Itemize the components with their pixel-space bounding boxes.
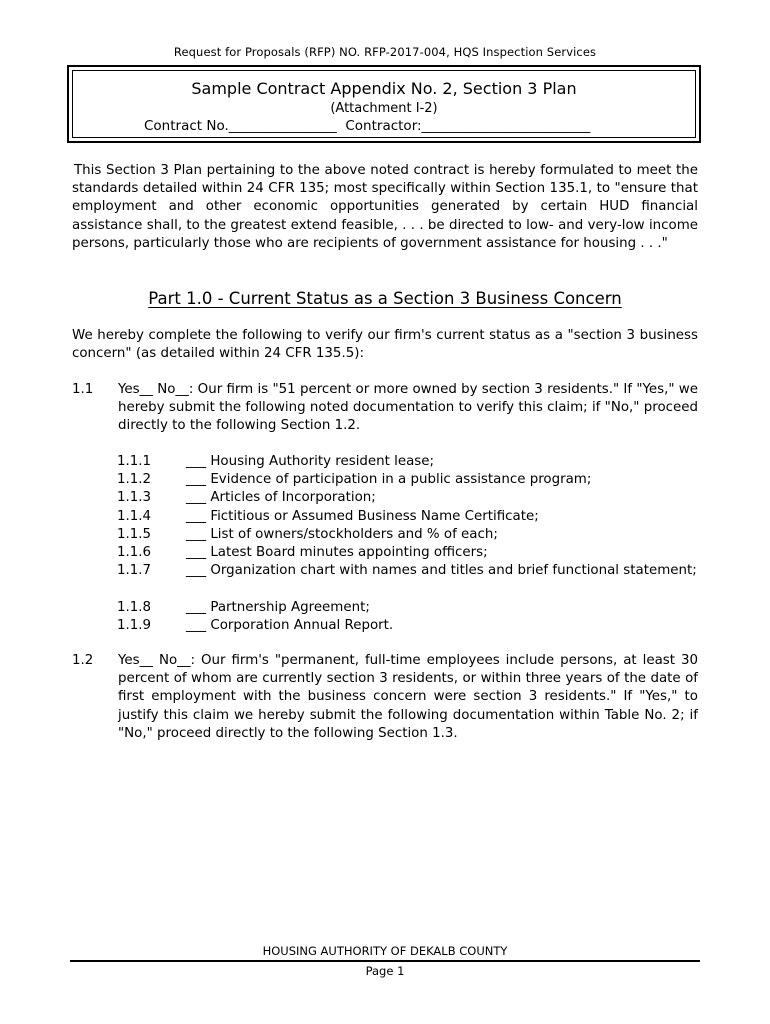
section-text: Yes__ No__: Our firm is "51 percent or more owned by section 3 residents." If "Yes," we hereby submit the following noted documentation to verify this claim; if "No," proceed directly to the following Section 1.2.: [118, 382, 698, 434]
list-item: [117, 471, 698, 489]
part-intro-paragraph: We hereby complete the following to verify our firm's current status as a "section 3 business concern" (as detailed within 24 CFR 135.5):: [72, 328, 698, 362]
list-item: [117, 453, 698, 471]
list-item-text: ___ Fictitious or Assumed Business Name Certificate;: [186, 508, 539, 524]
page-number: Page 1: [365, 964, 405, 978]
attachment-label: (Attachment I-2): [330, 101, 438, 116]
list-item: [117, 508, 698, 526]
list-item-text: ___ Organization chart with names and titles and brief functional statement;: [186, 563, 697, 579]
list-item: [117, 599, 698, 617]
list-item-text: ___ Housing Authority resident lease;: [186, 454, 435, 469]
list-item-text: ___ Corporation Annual Report.: [186, 617, 394, 633]
contract-fields-line: Contract No.________________ Contractor:_________________________: [144, 118, 591, 134]
list-item-number: 1.1.2: [117, 472, 152, 488]
list-item-text: ___ Latest Board minutes appointing officers;: [186, 544, 488, 560]
list-item-number: 1.1.9: [117, 617, 152, 633]
list-item: [117, 526, 698, 544]
part-heading: Part 1.0 - Current Status as a Section 3 Business Concern: [148, 289, 622, 308]
intro-text: This Section 3 Plan pertaining to the above noted contract is hereby formulated to meet the standards detailed within 24 CFR 135; most specifically within Section 135.1, to "ensure that employment and other economic opportunities generated by certain HUD financial assistance shall, to the greatest extend feasible, . . . be directed to low- and very-low income persons, particularly those who are recipients of government assistance for housing . . .": [72, 163, 698, 251]
intro-paragraph: [72, 162, 698, 253]
section-number: 1.1: [72, 382, 94, 397]
list-item-number: 1.1.3: [117, 490, 152, 506]
list-item-text: ___ Evidence of participation in a public assistance program;: [186, 472, 592, 488]
list-item: [117, 544, 698, 562]
list-item-number: 1.1.1: [117, 454, 152, 469]
footer-divider: [70, 960, 700, 962]
list-item: [117, 562, 698, 598]
section-number: 1.2: [72, 653, 94, 668]
list-item-number: 1.1.7: [117, 563, 152, 579]
list-item-number: 1.1.6: [117, 544, 152, 560]
list-item-text: ___ Partnership Agreement;: [186, 599, 370, 615]
section-text: Yes__ No__: Our firm's "permanent, full-time employees include persons, at least 30 percent of whom are currently section 3 residents, or within three years of the date of first employment with the business concern were section 3 residents." If "Yes," to justify this claim we hereby submit the following documentation within Table No. 2; if "No," proceed directly to the following Section 1.3.: [118, 653, 698, 741]
list-item-number: 1.1.5: [117, 526, 152, 542]
documentation-list: [117, 453, 698, 635]
list-item: [117, 489, 698, 507]
list-item-text: ___ List of owners/stockholders and % of each;: [186, 526, 498, 542]
document-title: Sample Contract Appendix No. 2, Section 3 Plan: [191, 79, 577, 98]
list-item-number: 1.1.8: [117, 599, 152, 615]
footer-organization: HOUSING AUTHORITY OF DEKALB COUNTY: [262, 944, 508, 958]
rfp-header: Request for Proposals (RFP) NO. RFP-2017-004, HQS Inspection Services: [173, 45, 597, 59]
list-item-text: ___ Articles of Incorporation;: [186, 490, 376, 506]
list-item: [117, 617, 698, 635]
title-box-inner-border: [72, 70, 696, 138]
list-item-number: 1.1.4: [117, 508, 152, 524]
title-box: [67, 65, 701, 143]
